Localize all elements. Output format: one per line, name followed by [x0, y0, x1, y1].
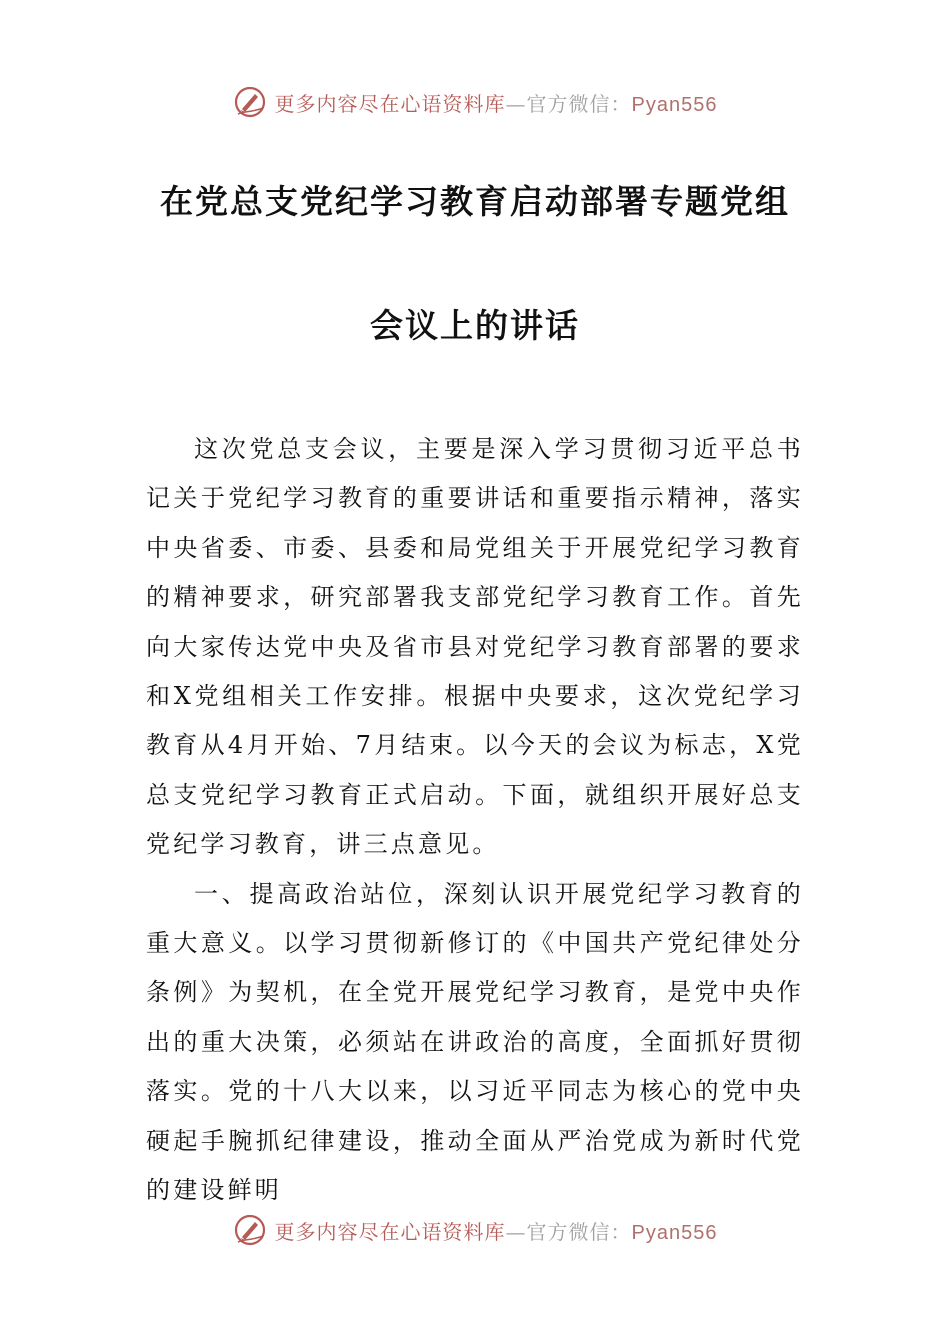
pen-logo-icon	[233, 85, 267, 119]
footer-banner-main: 更多内容尽在心语资料库	[274, 1219, 506, 1244]
header-banner-text	[275, 88, 718, 117]
footer-banner-text	[275, 1216, 718, 1245]
body-paragraph-1: 这次党总支会议，主要是深入学习贯彻习近平总书记关于党纪学习教育的重要讲话和重要指示精神，落实中央省委、市委、县委和局党组关于开展党纪学习教育的精神要求，研究部署我支部党纪学习教育工作。首先向大家传达党中央及省市县对党纪学习教育部署的要求和X党组相关工作安排。根据中央要求，这次党纪学习教育从4月开始、7月结束。以今天的会议为标志，X党总支党纪学习教育正式启动。下面，就组织开展好总支党纪学习教育，讲三点意见。	[146, 435, 804, 859]
footer-banner	[0, 1210, 950, 1250]
header-banner-official: —官方微信：	[505, 91, 632, 116]
pen-logo-icon	[233, 1213, 267, 1247]
document-title-line-1: 在党总支党纪学习教育启动部署专题党组	[160, 182, 790, 221]
body-paragraph-2: 一、提高政治站位，深刻认识开展党纪学习教育的重大意义。以学习贯彻新修订的《中国共产党纪律处分条例》为契机，在全党开展党纪学习教育，是党中央作出的重大决策，必须站在讲政治的高度，全面抓好贯彻落实。党的十八大以来，以习近平同志为核心的党中央硬起手腕抓纪律建设，推动全面从严治党成为新时代党的建设鲜明	[146, 879, 804, 1205]
document-body	[146, 425, 804, 1216]
header-banner-handle: Pyan556	[631, 93, 718, 116]
footer-banner-official: —官方微信：	[505, 1219, 632, 1244]
footer-banner-handle: Pyan556	[631, 1221, 718, 1244]
header-banner-main: 更多内容尽在心语资料库	[274, 91, 506, 116]
document-title-line-2: 会议上的讲话	[370, 306, 580, 345]
header-banner	[0, 82, 950, 122]
